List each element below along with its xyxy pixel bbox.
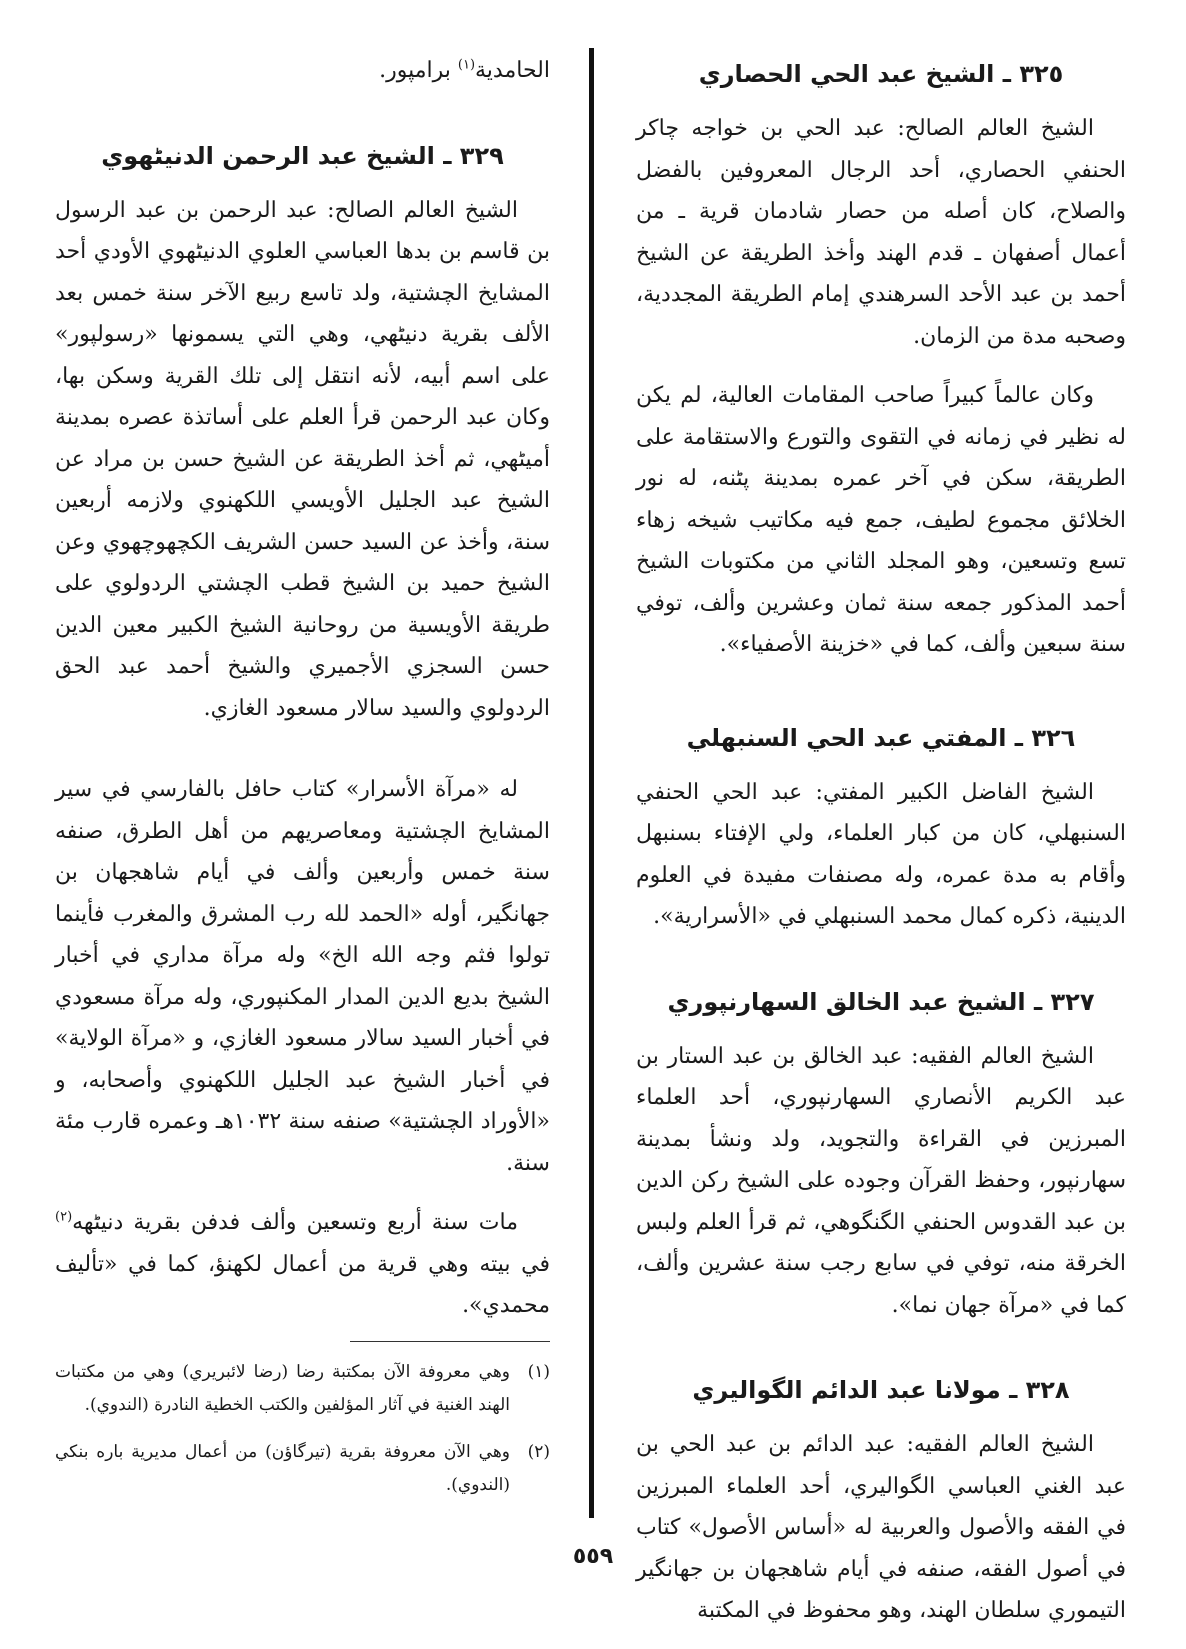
continuation-rest: برامپور. xyxy=(379,58,458,83)
paragraph-329-c-text: مات سنة أربع وتسعين وألف فدفن بقرية دنيٹهه xyxy=(72,1210,518,1235)
footnote-2 xyxy=(55,1436,550,1502)
paragraph-325-b: وكان عالماً كبيراً صاحب المقامات العالية، لم يكن له نظير في زمانه في التقوى والتورع والاستقامة على الطريقة، سكن في آخر عمره بمدينة پٹنه، له نور الخلائق مجموع لطيف، جمع فيه مكاتيب شيخه زهاء تسع وتسعين، وهو المجلد الثاني من مكتوبات الشيخ أحمد المذكور جمعه سنة ثمان وعشرين وألف، توفي سنة سبعين وألف، كما في «خزينة الأصفياء». xyxy=(636,383,1126,657)
paragraph-325-a: الشيخ العالم الصالح: عبد الحي بن خواجه چاكر الحنفي الحصاري، أحد الرجال المعروفين بالفضل والصلاح، كان أصله من حصار شادمان قرية ـ من أعمال أصفهان ـ قدم الهند وأخذ الطريقة عن الشيخ أحمد بن عبد الأحد السرهندي إمام الطريقة المجددية، وصحبه مدة من الزمان. xyxy=(636,116,1126,349)
paragraph-326: الشيخ الفاضل الكبير المفتي: عبد الحي الحنفي السنبهلي، كان من كبار العلماء، ولي الإفتاء بسنبهل وأقام به مدة عمره، وله مصنفات مفيدة في العلوم الدينية، ذكره كمال محمد السنبهلي في «الأسرارية». xyxy=(636,779,1126,929)
footnote-ref-1[interactable]: (١) xyxy=(457,57,476,73)
heading-326: ٣٢٦ ـ المفتي عبد الحي السنبهلي xyxy=(686,723,1076,752)
footnote-2-text: وهي الآن معروفة بقرية (تيرگاؤن) من أعمال مديرية باره بنكي (الندوي). xyxy=(55,1441,510,1495)
continuation-text: الحامدية xyxy=(475,58,550,83)
paragraph-329-a: الشيخ العالم الصالح: عبد الرحمن بن عبد الرسول بن قاسم بن بدها العباسي العلوي الدنيٹهوي الأودي أحد المشايخ الچشتية، ولد تاسع ربيع الآخر سنة خمس بعد الألف بقرية دنيٹهي، وهي التي يسمونها «رسولپور» على اسم أبيه، لأنه انتقل إلى تلك القرية وسكن بها، وكان عبد الرحمن قرأ العلم على أساتذة عصره بمدينة أميٹهي، ثم أخذ الطريقة عن الشيخ حسن بن مراد عن الشيخ عبد الجليل الأويسي اللكهنوي ولازمه أربعين سنة، وأخذ عن السيد حسن الشريف الكچهوچهوي وعن الشيخ حميد بن الشيخ قطب الچشتي الردولوي على طريقة الأويسية من روحانية الشيخ الكبير معين الدين حسن السجزي الأجميري والشيخ أحمد عبد الحق الردولوي والسيد سالار مسعود الغازي. xyxy=(55,197,550,721)
column-divider xyxy=(589,48,594,1518)
continuation-line xyxy=(55,50,550,92)
right-column xyxy=(636,50,1126,1649)
paragraph-329-b: له «مرآة الأسرار» كتاب حافل بالفارسي في سير المشايخ الچشتية ومعاصريهم من أهل الطرق، صنفه سنة خمس وأربعين وألف في أيام شاهجهان بن جهانگير، أوله «الحمد لله رب المشرق والمغرب فأينما تولوا فثم وجه الله الخ» وله مرآة مداري في أخبار الشيخ بديع الدين المدار المكنپوري، وله مرآة مسعودي في أخبار السيد سالار مسعود الغازي، و «مرآة الولاية» في أخبار الشيخ عبد الجليل اللكهنوي وأصحابه، و «الأوراد الچشتية» صنفه سنة ١٠٣٢هـ وعمره قارب مئة سنة. xyxy=(55,777,550,1176)
paragraph-327: الشيخ العالم الفقيه: عبد الخالق بن عبد الستار بن عبد الكريم الأنصاري السهارنپوري، أحد العلماء المبرزين في القراءة والتجويد، ولد ونشأ بمدينة سهارنپور، وحفظ القرآن وجوده على الشيخ ركن الدين بن عبد القدوس الحنفي الگنگوهي، ثم قرأ العلم ولبس الخرقة منه، توفي في سابع رجب سنة عشرين وألف، كما في «مرآة جهان نما». xyxy=(636,1043,1126,1318)
heading-329: ٣٢٩ ـ الشيخ عبد الرحمن الدنيٹهوي xyxy=(101,141,504,170)
left-column xyxy=(55,50,550,1516)
footnote-1-text: وهي معروفة الآن بمكتبة رضا (رضا لائبريري) وهي من مكتبات الهند الغنية في آثار المؤلفين والكتب الخطية النادرة (الندوي). xyxy=(55,1361,510,1415)
heading-327: ٣٢٧ ـ الشيخ عبد الخالق السهارنپوري xyxy=(667,987,1095,1016)
heading-328: ٣٢٨ ـ مولانا عبد الدائم الگواليري xyxy=(692,1376,1070,1404)
heading-325: ٣٢٥ ـ الشيخ عبد الحي الحصاري xyxy=(698,60,1064,88)
footnote-rule xyxy=(350,1341,550,1342)
section-spacer xyxy=(636,684,1126,714)
section-spacer xyxy=(55,747,550,769)
section-spacer xyxy=(636,956,1126,978)
section-spacer xyxy=(55,110,550,132)
page-number: ٥٥٩ xyxy=(572,1544,614,1569)
paragraph-328: الشيخ العالم الفقيه: عبد الدائم بن عبد الحي بن عبد الغني العباسي الگواليري، أحد العلماء المبرزين في الفقه والأصول والعربية له «أساس الأصول» كتاب في أصول الفقه، صنفه في أيام شاهجهان بن جهانگير التيموري سلطان الهند، وهو محفوظ في المكتبة xyxy=(636,1432,1126,1623)
footnote-1 xyxy=(55,1356,550,1422)
section-spacer xyxy=(636,1344,1126,1366)
paragraph-329-c-rest: في بيته وهي قرية من أعمال لكهنؤ، كما في «تأليف محمدي». xyxy=(55,1251,550,1318)
footnote-1-number: (١) xyxy=(527,1361,550,1382)
footnote-2-number: (٢) xyxy=(527,1441,550,1462)
paragraph-329-c xyxy=(55,1202,550,1327)
footnote-ref-2[interactable]: (٢) xyxy=(55,1209,73,1225)
